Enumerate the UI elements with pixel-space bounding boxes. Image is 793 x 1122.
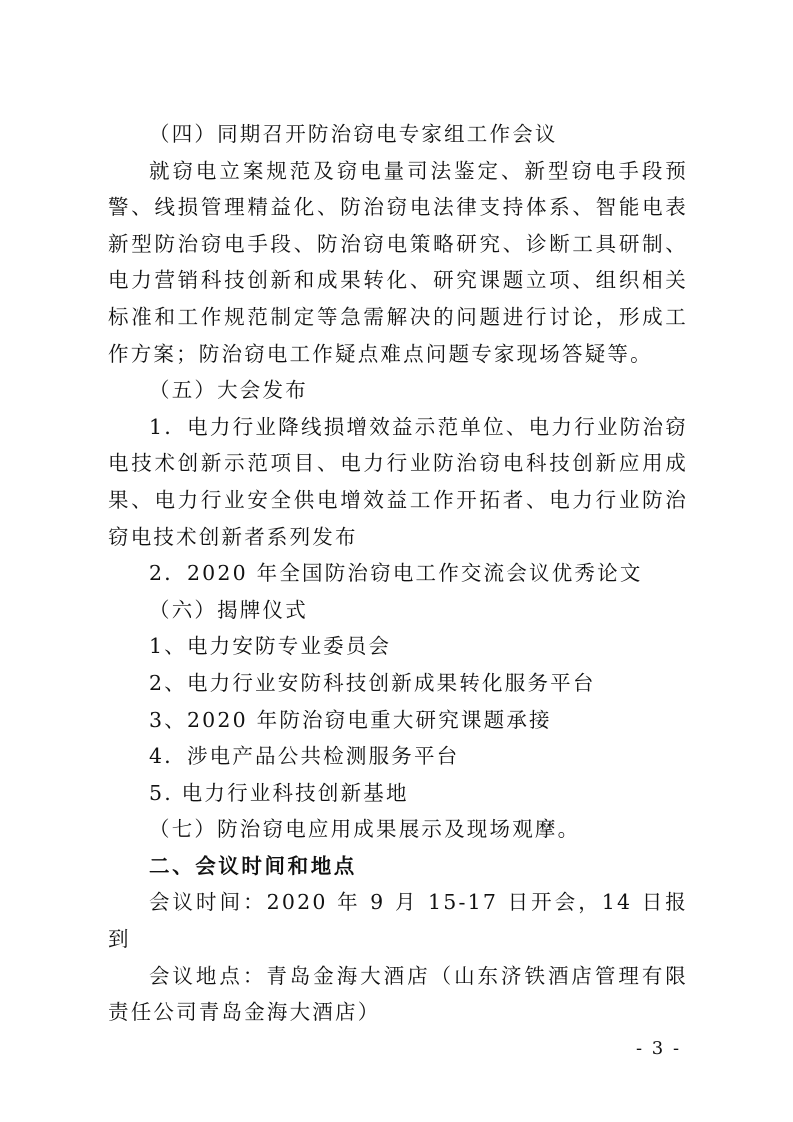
section-heading-time-location: 二、会议时间和地点 bbox=[149, 853, 357, 878]
list-item-release-1: 1．电力行业降线损增效益示范单位、电力行业防治窃电技术创新示范项目、电力行业防治窃电科技创新应用成果、电力行业安全供电增效益工作开拓者、电力行业防治窃电技术创新者系列发布 bbox=[108, 414, 688, 549]
meeting-time: 会议时间：2020 年 9 月 15-17 日开会，14 日报到 bbox=[108, 890, 688, 952]
list-item-unveil-3: 3、2020 年防治窃电重大研究课题承接 bbox=[149, 707, 552, 732]
document-body bbox=[108, 116, 688, 1031]
list-item-unveil-4: 4．涉电产品公共检测服务平台 bbox=[149, 744, 460, 769]
list-item-unveil-1: 1、电力安防专业委员会 bbox=[149, 634, 392, 659]
subheading-six: （六）揭牌仪式 bbox=[149, 597, 308, 622]
list-item-release-2: 2．2020 年全国防治窃电工作交流会议优秀论文 bbox=[149, 561, 643, 586]
meeting-location: 会议地点：青岛金海大酒店（山东济铁酒店管理有限责任公司青岛金海大酒店） bbox=[108, 963, 688, 1025]
subheading-four: （四）同期召开防治窃电专家组工作会议 bbox=[149, 122, 558, 146]
list-item-unveil-2: 2、电力行业安防科技创新成果转化服务平台 bbox=[149, 670, 596, 695]
body-paragraph-expert-meeting: 就窃电立案规范及窃电量司法鉴定、新型窃电手段预警、线损管理精益化、防治窃电法律支持体系、智能电表新型防治窃电手段、防治窃电策略研究、诊断工具研制、电力营销科技创新和成果转化、研究课题立项、组织相关标准和工作规范制定等急需解决的问题进行讨论，形成工作方案；防治窃电工作疑点难点问题专家现场答疑等。 bbox=[108, 158, 688, 366]
list-item-unveil-5: 5. 电力行业科技创新基地 bbox=[149, 780, 409, 805]
page-number: - 3 - bbox=[636, 1038, 682, 1059]
subheading-seven: （七）防治窃电应用成果展示及现场观摩。 bbox=[149, 817, 581, 842]
subheading-five: （五）大会发布 bbox=[149, 378, 308, 403]
